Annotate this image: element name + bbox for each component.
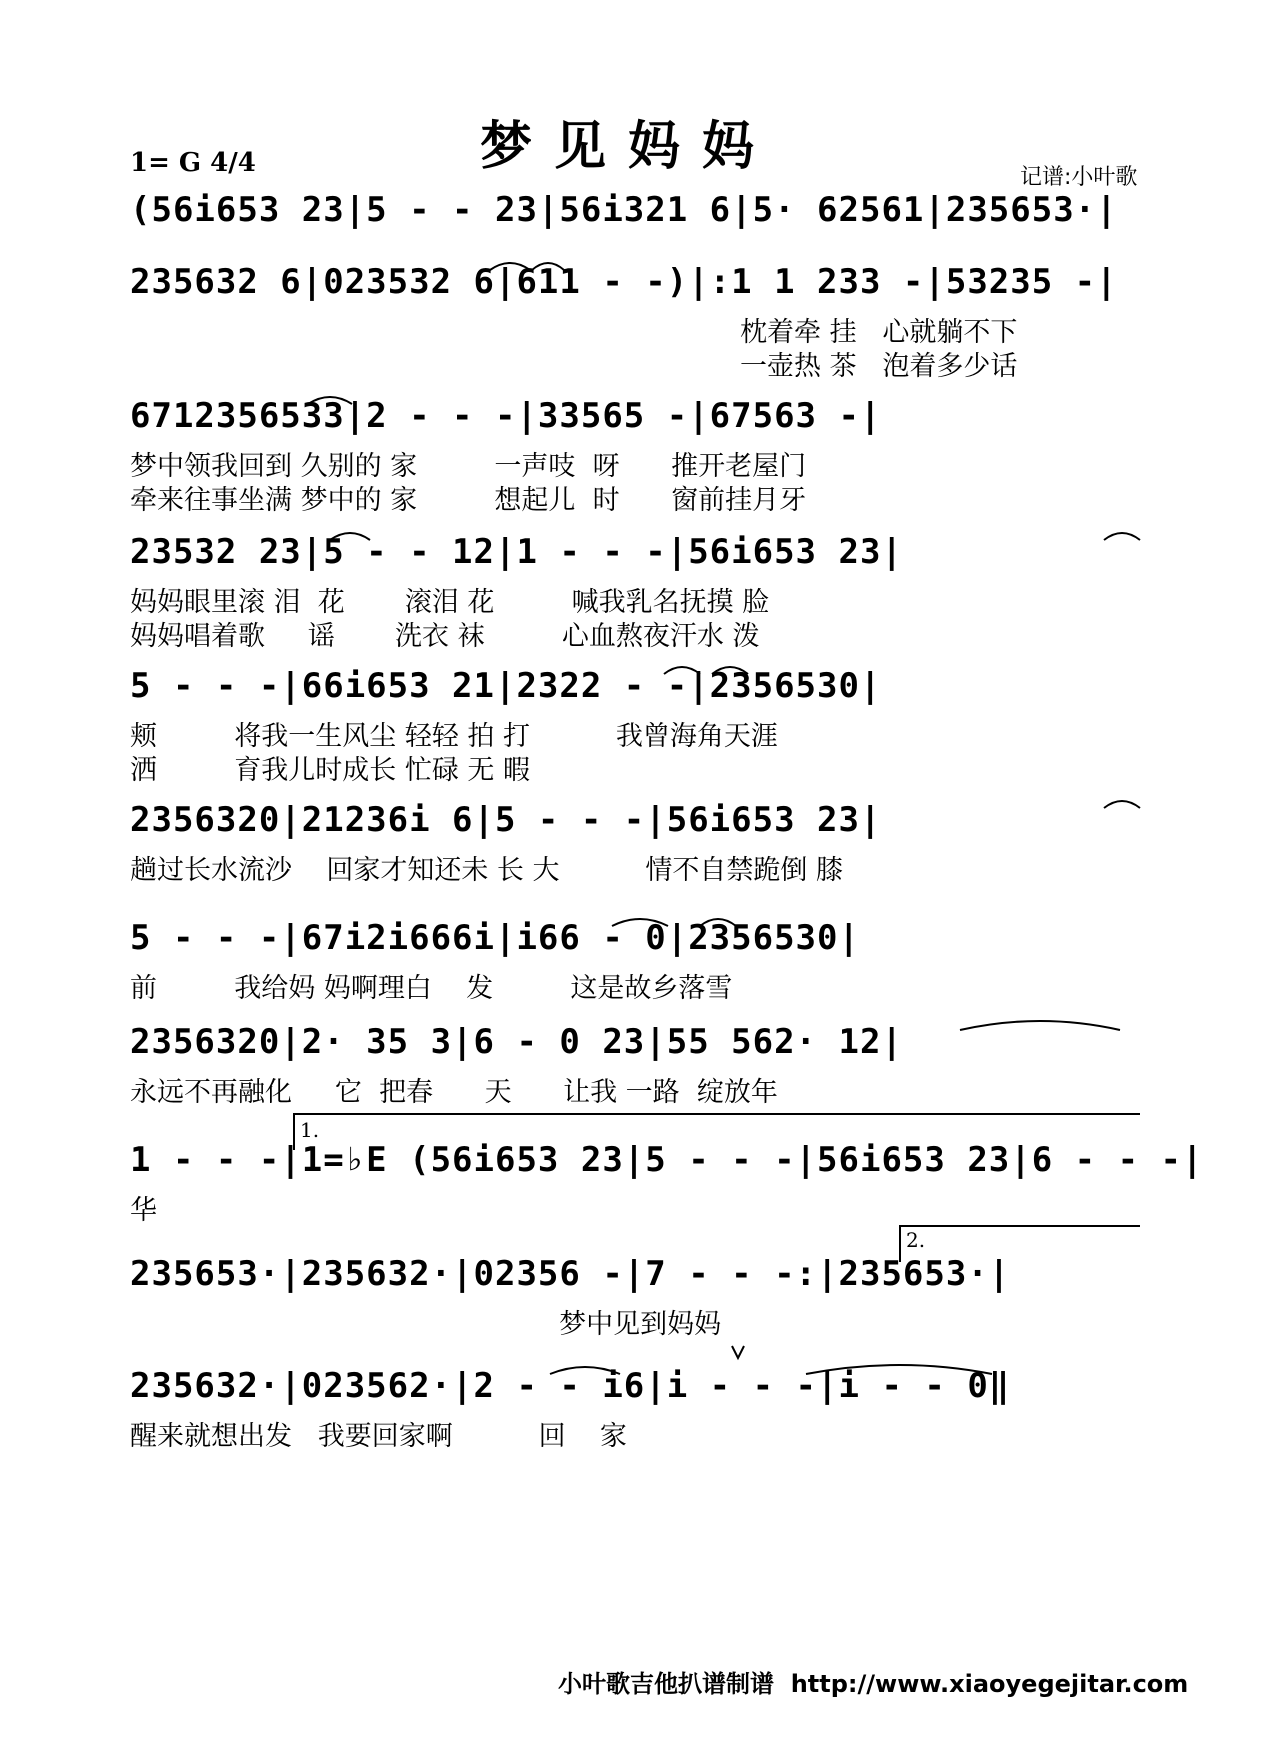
- notation-row-7: 5 - - -|67i2i666i|i66 - 0|2356530|: [130, 918, 860, 958]
- lyric-row-4-verse-2: 妈妈唱着歌 谣 洗衣 袜 心血熬夜汗水 泼: [130, 621, 760, 652]
- first-ending-bracket: [294, 1114, 1140, 1150]
- notation-row-5: 5 - - -|66i653 21|2322 - -|2356530|: [130, 666, 882, 706]
- lyric-row-3-verse-2: 牵来往事坐满 梦中的 家 想起儿 时 窗前挂月牙: [130, 485, 807, 516]
- second-ending-bracket: [900, 1226, 1140, 1262]
- lyric-row-7-verse-1: 前 我给妈 妈啊理白 发 这是故乡落雪: [130, 973, 733, 1004]
- lyric-row-10-verse-1: 梦中见到妈妈: [130, 1309, 722, 1340]
- notation-row-6: 2356320|21236i 6|5 - - -|56i653 23|: [130, 800, 882, 840]
- notation-row-1: (56i653 23|5 - - 23|56i321 6|5· 62561|235653·|: [130, 190, 1118, 230]
- lyric-row-11-verse-1: 醒来就想出发 我要回家啊 回 家: [130, 1421, 627, 1452]
- notation-row-10: 235653·|235632·|02356 -|7 - - -:|235653·|: [130, 1254, 1011, 1294]
- notation-row-9: 1 - - -|1=♭E (56i653 23|5 - - -|56i653 23|6 - - -|: [130, 1140, 1204, 1180]
- transcriber-credit: 记谱:小叶歌: [1020, 165, 1138, 190]
- notation-row-2: 235632 6|023532 6|611 - -)|:1 1 233 -|53235 -|: [130, 262, 1118, 302]
- footer-credit: 小叶歌吉他扒谱制谱 http://www.xiaoyegejitar.com: [558, 1670, 1189, 1698]
- accent-mark: [732, 1346, 744, 1358]
- notation-row-4: 23532 23|5 - - 12|1 - - -|56i653 23|: [130, 532, 903, 572]
- lyric-row-3-verse-1: 梦中领我回到 久别的 家 一声吱 呀 推开老屋门: [130, 451, 807, 482]
- second-ending-label: 2.: [906, 1228, 926, 1252]
- lyric-row-5-verse-2: 洒 育我儿时成长 忙碌 无 暇: [130, 755, 530, 786]
- lyric-row-4-verse-1: 妈妈眼里滚 泪 花 滚泪 花 喊我乳名抚摸 脸: [130, 587, 770, 618]
- key-signature: 1= G 4/4: [130, 148, 256, 178]
- notation-row-11: 235632·|023562·|2 - - i6|i - - -|i - - 0‖: [130, 1366, 1011, 1406]
- song-title: 梦见妈妈: [480, 116, 777, 177]
- lyric-row-5-verse-1: 颊 将我一生风尘 轻轻 拍 打 我曾海角天涯: [130, 721, 778, 752]
- notation-row-8: 2356320|2· 35 3|6 - 0 23|55 562· 12|: [130, 1022, 903, 1062]
- lyric-row-6-verse-1: 趟过长水流沙 回家才知还未 长 大 情不自禁跪倒 膝: [130, 855, 843, 886]
- lyric-row-8-verse-1: 永远不再融化 它 把春 天 让我 一路 绽放年: [130, 1077, 778, 1108]
- first-ending-label: 1.: [300, 1118, 320, 1142]
- notation-row-3: 6712356533|2 - - -|33565 -|67563 -|: [130, 396, 882, 436]
- lyric-row-2-verse-1: 枕着牵 挂 心就躺不下: [740, 317, 1018, 348]
- slur-marks: [308, 263, 1140, 1374]
- lyric-row-2-verse-2: 一壶热 茶 泡着多少话: [740, 351, 1018, 382]
- lyric-row-9-verse-1: 华: [130, 1195, 157, 1226]
